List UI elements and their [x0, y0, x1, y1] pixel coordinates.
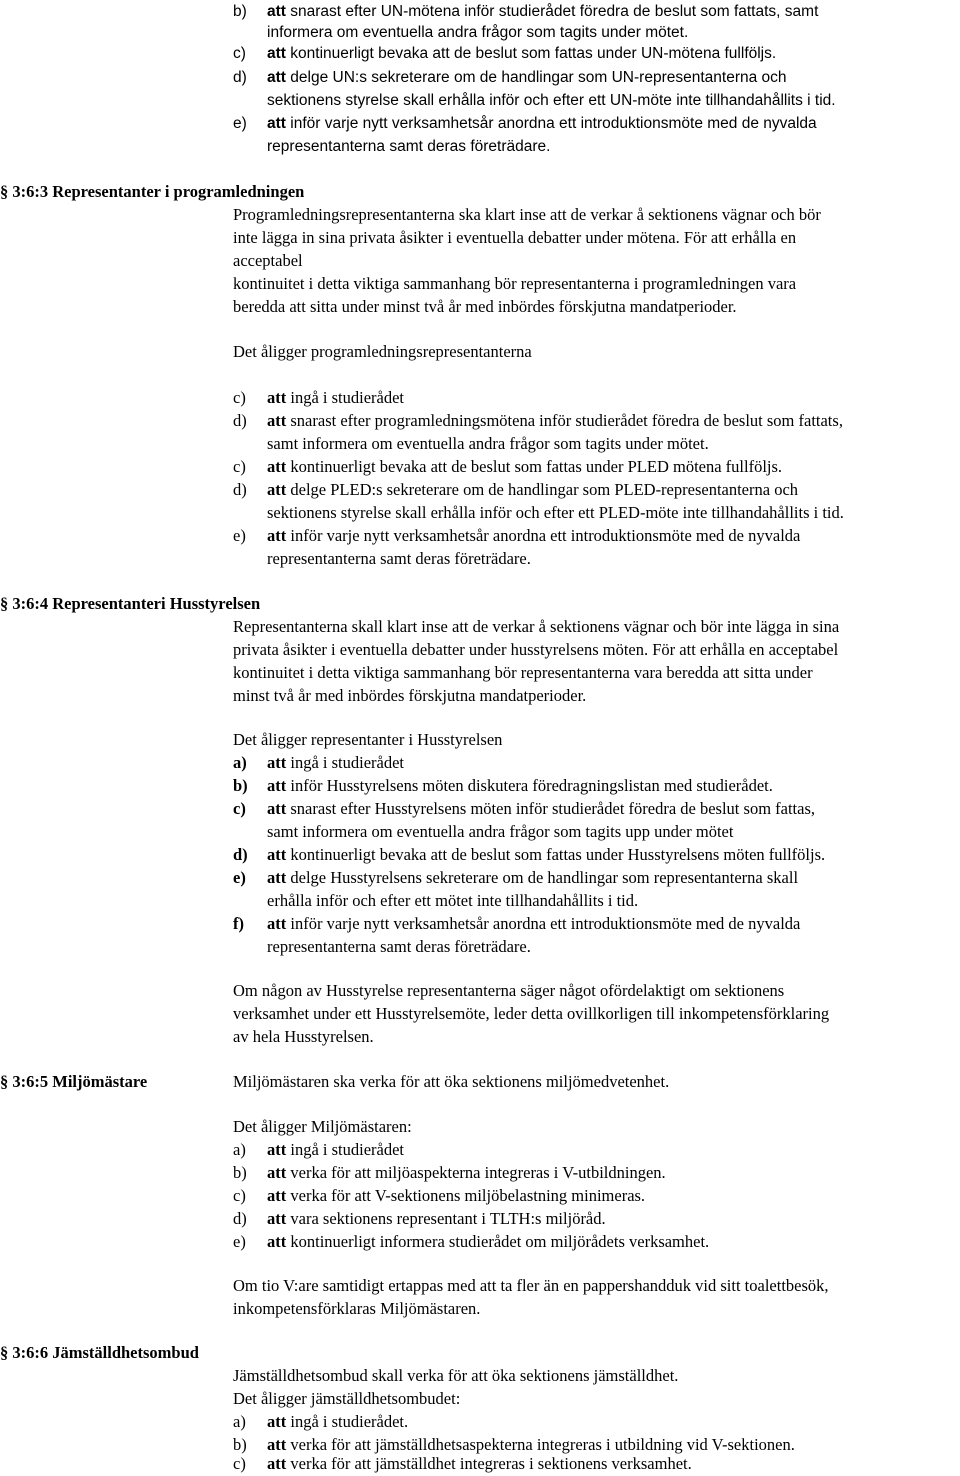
list-marker: c): [233, 799, 246, 818]
list-item-text: representanterna samt deras företrädare.: [267, 138, 551, 155]
list-marker: e): [233, 868, 246, 887]
list-item-text: samt informera om eventuella andra frågor som tagits under mötet.: [267, 434, 709, 453]
list-item-text: att snarast efter programledningsmötena inför studierådet föredra de beslut som fattats,: [267, 411, 843, 430]
paragraph-line: kontinuitet i detta viktiga sammanhang bör representanterna vara beredda att sitta under: [233, 663, 813, 682]
list-item-text: att inför varje nytt verksamhetsår anordna ett introduktionsmöte med de nyvalda: [267, 914, 801, 933]
list-marker: d): [233, 480, 247, 499]
list-marker: b): [233, 1163, 247, 1182]
list-marker: b): [233, 1435, 247, 1454]
paragraph-line: av hela Husstyrelsen.: [233, 1027, 374, 1046]
list-marker: c): [233, 388, 246, 407]
paragraph-line: kontinuitet i detta viktiga sammanhang bör representanterna i programledningen vara: [233, 274, 797, 293]
paragraph-line: Programledningsrepresentanterna ska klart inse att de verkar å sektionens vägnar och bör: [233, 205, 821, 224]
list-item-text: att verka för att jämställdhetsaspekterna integreras i utbildning vid V-sektionen.: [267, 1435, 795, 1454]
list-marker: e): [233, 1232, 246, 1251]
list-item-text: informera om eventuella andra frågor som tagits under mötet.: [267, 24, 689, 41]
list-item-text: att inför Husstyrelsens möten diskutera föredragningslistan med studierådet.: [267, 776, 773, 795]
section-heading: § 3:6:5 Miljömästare: [0, 1072, 148, 1091]
list-marker: f): [233, 914, 244, 933]
list-item-text: att verka för att V-sektionens miljöbelastning minimeras.: [267, 1186, 646, 1205]
list-marker: a): [233, 753, 247, 772]
list-item-text: sektionens styrelse skall erhålla inför och efter ett UN-möte inte tillhandahållits i tid.: [267, 92, 836, 109]
list-marker: d): [233, 411, 247, 430]
list-item-text: erhålla inför och efter ett mötet inte tillhandahållits i tid.: [267, 891, 639, 910]
list-marker: a): [233, 1140, 246, 1159]
list-item-text: att delge UN:s sekreterare om de handlingar som UN-representanterna och: [267, 69, 787, 86]
list-item-text: att kontinuerligt bevaka att de beslut som fattas under UN-mötena fullföljs.: [267, 45, 777, 62]
section-intro: Miljömästaren ska verka för att öka sektionens miljömedvetenhet.: [233, 1072, 670, 1091]
list-item-text: att verka för att miljöaspekterna integreras i V-utbildningen.: [267, 1163, 666, 1182]
paragraph-line: minst två år med inbördes förskjutna mandatperioder.: [233, 686, 587, 705]
duty-intro: Det åligger Miljömästaren:: [233, 1117, 412, 1136]
list-item-text: att inför varje nytt verksamhetsår anordna ett introduktionsmöte med de nyvalda: [267, 526, 801, 545]
list-item-text: att ingå i studierådet: [267, 753, 405, 772]
paragraph-line: acceptabel: [233, 251, 303, 270]
list-item-text: att ingå i studierådet: [267, 1140, 405, 1159]
section-heading: § 3:6:3 Representanter i programledningen: [0, 182, 305, 201]
duty-intro: Det åligger jämställdhetsombudet:: [233, 1389, 461, 1408]
list-item-text: att vara sektionens representant i TLTH:s miljöråd.: [267, 1209, 606, 1228]
list-marker: a): [233, 1412, 246, 1431]
list-marker: b): [233, 776, 248, 795]
paragraph-line: Representanterna skall klart inse att de verkar å sektionens vägnar och bör inte lägga in sina: [233, 617, 840, 636]
list-marker: c): [233, 45, 246, 62]
list-marker: d): [233, 69, 247, 86]
paragraph-line: inte lägga in sina privata åsikter i eventuella debatter under mötena. För att erhålla en: [233, 228, 797, 247]
list-item-text: att ingå i studierådet: [267, 388, 405, 407]
section-heading: § 3:6:6 Jämställdhetsombud: [0, 1343, 199, 1362]
paragraph-line: inkompetensförklaras Miljömästaren.: [233, 1299, 481, 1318]
list-item-text: att snarast efter Husstyrelsens möten inför studierådet föredra de beslut som fattas,: [267, 799, 816, 818]
list-marker: d): [233, 1209, 247, 1228]
list-item-text: att inför varje nytt verksamhetsår anordna ett introduktionsmöte med de nyvalda: [267, 115, 817, 132]
list-item: [233, 0, 247, 23]
list-item-text: representanterna samt deras företrädare.: [267, 937, 531, 956]
paragraph-line: privata åsikter i eventuella debatter under husstyrelsens möten. För att erhålla en acceptabel: [233, 640, 839, 659]
section-intro: Jämställdhetsombud skall verka för att öka sektionens jämställdhet.: [233, 1366, 679, 1385]
list-marker: e): [233, 526, 246, 545]
list-item-text: sektionens styrelse skall erhålla inför och efter ett PLED-möte inte tillhandahållits i tid.: [267, 503, 844, 522]
list-item-text: att delge Husstyrelsens sekreterare om de handlingar som representanterna skall: [267, 868, 799, 887]
duty-intro: Det åligger programledningsrepresentanterna: [233, 342, 532, 361]
list-item-text: samt informera om eventuella andra frågor som tagits upp under mötet: [267, 822, 734, 841]
list-item-text: att ingå i studierådet.: [267, 1412, 409, 1431]
list-item-text: att delge PLED:s sekreterare om de handlingar som PLED-representanterna och: [267, 480, 799, 499]
list-marker: e): [233, 115, 247, 132]
list-marker: b): [233, 3, 247, 20]
list-marker: c): [233, 1186, 246, 1205]
list-marker: d): [233, 845, 248, 864]
section-heading: § 3:6:4 Representanteri Husstyrelsen: [0, 594, 261, 613]
paragraph-line: Om tio V:are samtidigt ertappas med att ta fler än en pappershandduk vid sitt toalettbesök,: [233, 1276, 829, 1295]
duty-intro: Det åligger representanter i Husstyrelsen: [233, 730, 503, 749]
paragraph-line: Om någon av Husstyrelse representanterna säger något ofördelaktigt om sektionens: [233, 981, 785, 1000]
list-marker: c): [233, 1454, 246, 1473]
list-marker: c): [233, 457, 246, 476]
list-item-text: att kontinuerligt bevaka att de beslut som fattas under Husstyrelsens möten fullföljs.: [267, 845, 826, 864]
list-item-text: att kontinuerligt informera studierådet om miljörådets verksamhet.: [267, 1232, 710, 1251]
list-item-text: representanterna samt deras företrädare.: [267, 549, 531, 568]
list-item-text: att kontinuerligt bevaka att de beslut som fattas under PLED mötena fullföljs.: [267, 457, 783, 476]
paragraph-line: verksamhet under ett Husstyrelsemöte, leder detta ovillkorligen till inkompetensförklaring: [233, 1004, 830, 1023]
list-item-text: att snarast efter UN-mötena inför studierådet föredra de beslut som fattats, samt: [267, 3, 819, 20]
list-item-text: att verka för att jämställdhet integreras i sektionens verksamhet.: [267, 1454, 692, 1473]
paragraph-line: beredda att sitta under minst två år med inbördes förskjutna mandatperioder.: [233, 297, 737, 316]
